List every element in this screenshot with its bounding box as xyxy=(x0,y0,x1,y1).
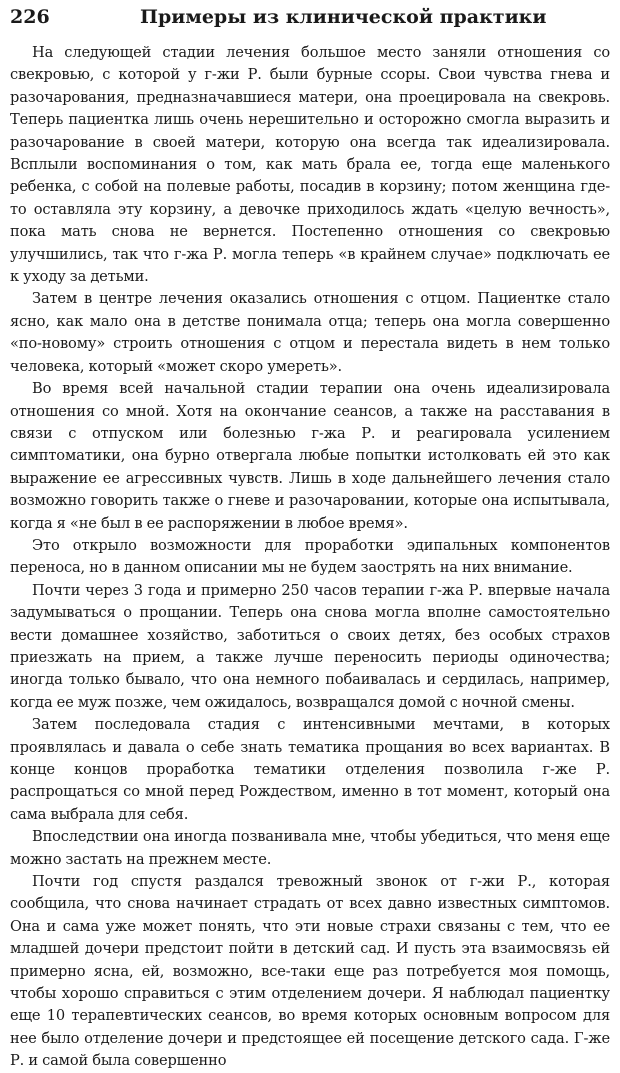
paragraph: Это открыло возможности для проработки эдипальных компонентов переноса, но в данном описании мы не будем заострять на них внимание. xyxy=(10,536,610,577)
paragraph: Почти год спустя раздался тревожный звонок от г-жи Р., которая сообщила, что снова начинает страдать от всех давно известных симптомов. Она и сама уже может понять, что эти новые страхи связаны с тем, что ее младшей дочери предстоит пойти в детский сад. И пусть эта взаимосвязь ей примерно ясна, ей, возможно, все-таки еще раз потребуется моя помощь, чтобы хорошо справиться с этим отделением дочери. Я наблюдал пациентку еще 10 терапевтических сеансов, во время которых основным вопросом для нее было отделение дочери и предстоящее ей посещение детского сада. Г-же Р. и самой была совершенно xyxy=(10,873,610,1070)
paragraph: Впоследствии она иногда позванивала мне, чтобы убедиться, что меня еще можно застать на прежнем месте. xyxy=(10,828,610,868)
body-text xyxy=(10,42,610,1073)
paragraph: На следующей стадии лечения большое место заняли отношения со свекровью, с которой у г-жи Р. были бурные ссоры. Свои чувства гнева и разочарования, предназначавшиеся матери, она проецировала на свекровь. Теперь пациентка лишь очень нерешительно и осторожно смогла выразить и разочарование в своей матери, которую она всегда так идеализировала. Всплыли воспоминания о том, как мать брала ее, тогда еще маленького ребенка, с собой на полевые работы, посадив в корзину; потом женщина где-то оставляла эту корзину, а девочке приходилось ждать «целую вечность», пока мать снова не вернется. Постепенно отношения со свекровью улучшились, так что г-жа Р. могла теперь «в крайнем случае» подключать ее к уходу за детьми. xyxy=(10,44,610,286)
page-number: 226 xyxy=(10,6,50,28)
paragraph: Затем в центре лечения оказались отношения с отцом. Пациентке стало ясно, как мало она в детстве понимала отца; теперь она могла совершенно «по-новому» строить отношения с отцом и перестала видеть в нем только человека, который «может скоро умереть». xyxy=(10,290,610,375)
running-title: Примеры из клинической практики xyxy=(140,6,547,28)
paragraph: Почти через 3 года и примерно 250 часов терапии г-жа Р. впервые начала задумываться о прощании. Теперь она снова могла вполне самостоятельно вести домашнее хозяйство, заботиться о своих детях, без особых страхов приезжать на прием, а также лучше переносить периоды одиночества; иногда только бывало, что она немного побаивалась и сердилась, например, когда ее муж позже, чем ожидалось, возвращался домой с ночной смены. xyxy=(10,581,610,711)
page-header xyxy=(10,6,610,36)
paragraph: Во время всей начальной стадии терапии она очень идеализировала отношения со мной. Хотя на окончание сеансов, а также на расставания в связи с отпуском или болезнью г-жа Р. и реагировала усилением симптоматики, она бурно отвергала любые попытки истолковать ей это как выражение ее агрессивных чувств. Лишь в ходе дальнейшего лечения стало возможно говорить также о гневе и разочаровании, которые она испытывала, когда я «не был в ее распоряжении в любое время». xyxy=(10,380,610,532)
paragraph: Затем последовала стадия с интенсивными мечтами, в которых проявлялась и давала о себе знать тематика прощания во всех вариантах. В конце концов проработка тематики отделения позволила г-же Р. распрощаться со мной перед Рождеством, именно в тот момент, который она сама выбрала для себя. xyxy=(10,716,610,823)
